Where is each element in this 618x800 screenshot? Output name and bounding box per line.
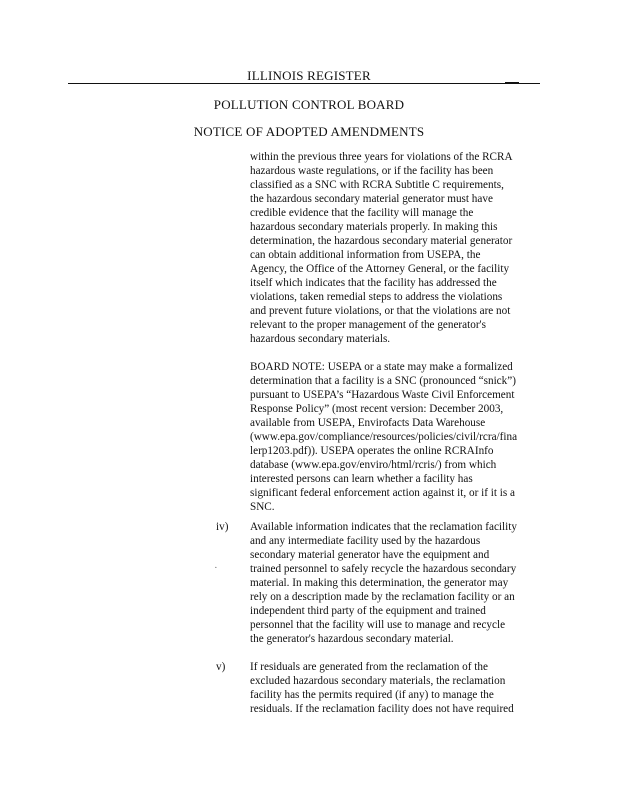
register-title: ILLINOIS REGISTER bbox=[247, 68, 371, 83]
text-line: trained personnel to safely recycle the hazardous secondary bbox=[250, 563, 517, 575]
text-line: the hazardous secondary material generator must have bbox=[250, 193, 493, 205]
text-line: relevant to the proper management of the generator's bbox=[250, 319, 486, 331]
text-line: hazardous waste regulations, or if the facility has been bbox=[250, 165, 494, 177]
text-line: can obtain additional information from USEPA, the bbox=[250, 249, 481, 261]
text-line: Agency, the Office of the Attorney General, or the facility bbox=[250, 263, 510, 275]
text-line: Available information indicates that the reclamation facility bbox=[250, 521, 517, 533]
text-line: pursuant to USEPA’s “Hazardous Waste Civil Enforcement bbox=[250, 389, 515, 401]
text-line: itself which indicates that the facility has addressed the bbox=[250, 277, 497, 289]
text-line: interested persons can learn whether a facility has bbox=[250, 473, 473, 485]
text-line: personnel that the facility will use to manage and recycle bbox=[250, 619, 506, 631]
text-line: available from USEPA, Envirofacts Data Warehouse bbox=[250, 417, 486, 429]
text-line: If residuals are generated from the reclamation of the bbox=[250, 661, 488, 673]
text-line: determination that a facility is a SNC (pronounced “snick”) bbox=[250, 375, 516, 387]
text-line: credible evidence that the facility will manage the bbox=[250, 207, 474, 219]
text-line: classified as a SNC with RCRA Subtitle C requirements, bbox=[250, 179, 504, 191]
text-line: determination, the hazardous secondary material generator bbox=[250, 235, 513, 247]
board-title: POLLUTION CONTROL BOARD bbox=[213, 97, 405, 112]
text-line: residuals. If the reclamation facility does not have required bbox=[250, 703, 514, 715]
text-line: Response Policy” (most recent version: December 2003, bbox=[250, 403, 504, 415]
text-line: lerp1203.pdf)). USEPA operates the online RCRAInfo bbox=[250, 445, 494, 457]
text-line: significant federal enforcement action against it, or if it is a bbox=[250, 487, 515, 499]
text-line: (www.epa.gov/compliance/resources/policies/civil/rcra/fina bbox=[250, 431, 518, 443]
item-label: iv) bbox=[216, 521, 229, 533]
text-line: excluded hazardous secondary materials, the reclamation bbox=[250, 675, 506, 687]
text-line: the generator's hazardous secondary material. bbox=[250, 633, 454, 645]
text-line: and prevent future violations, or that the violations are not bbox=[250, 305, 511, 317]
text-line: and any intermediate facility used by the hazardous bbox=[250, 535, 481, 547]
text-line: rely on a description made by the reclamation facility or an bbox=[250, 591, 515, 603]
text-line: BOARD NOTE: USEPA or a state may make a formalized bbox=[250, 361, 513, 373]
text-line: hazardous secondary materials properly. In making this bbox=[250, 221, 498, 233]
text-line: database (www.epa.gov/enviro/html/rcris/) from which bbox=[250, 459, 497, 471]
text-line: within the previous three years for violations of the RCRA bbox=[250, 151, 513, 163]
item-label: v) bbox=[216, 661, 226, 673]
text-line: material. In making this determination, the generator may bbox=[250, 577, 509, 589]
text-line: secondary material generator have the equipment and bbox=[250, 549, 490, 561]
text-line: hazardous secondary materials. bbox=[250, 333, 391, 345]
notice-title: NOTICE OF ADOPTED AMENDMENTS bbox=[193, 124, 425, 139]
text-line: facility has the permits required (if any) to manage the bbox=[250, 689, 494, 701]
text-line: independent third party of the equipment and trained bbox=[250, 605, 486, 617]
text-line: violations, taken remedial steps to address the violations bbox=[250, 291, 503, 303]
text-line: SNC. bbox=[250, 501, 275, 513]
scan-speck: · bbox=[214, 562, 218, 574]
